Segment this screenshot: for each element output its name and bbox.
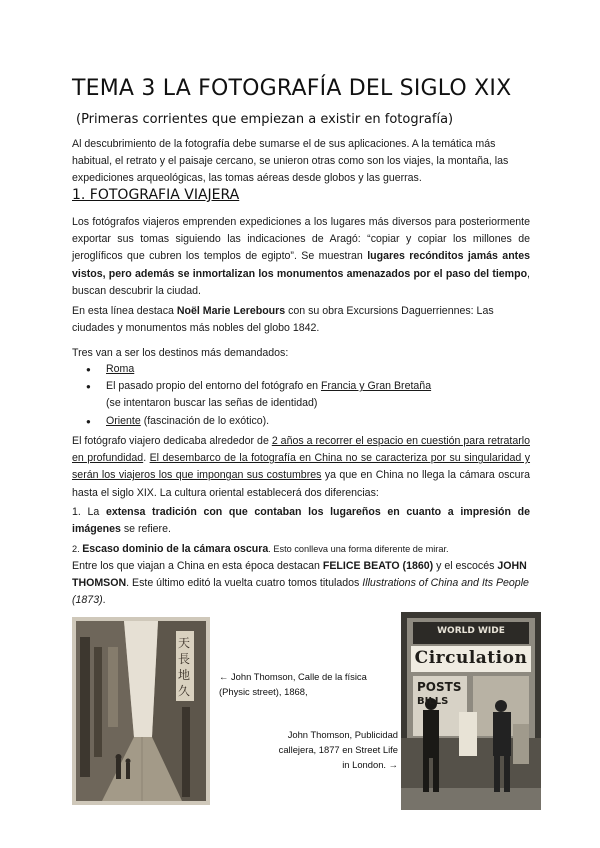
sign-world-wide: WORLD WIDE	[437, 626, 505, 636]
difference-one: 1. La extensa tradición con que contaban los lugareños en cuanto a impresión de imágenes se refiere.	[72, 506, 530, 536]
paragraph-lerebours: En esta línea destaca Noël Marie Lerebours con su obra Excursions Daguerriennes: Las ciudades y monumentos más nobles del globo 1842.	[72, 305, 494, 335]
link-francia-gran-bretana[interactable]: Francia y Gran Bretaña	[320, 380, 432, 393]
chinese-signboard: 天長地久	[178, 636, 191, 698]
list-item	[72, 361, 530, 378]
link-roma[interactable]: Roma	[106, 363, 135, 375]
destinations-list	[72, 361, 530, 430]
list-item: ● El pasado propio del entorno del fotógrafo en Francia y Gran Bretaña	[72, 378, 530, 395]
link-oriente[interactable]: Oriente	[106, 414, 141, 427]
section-heading-fotografia-viajera: 1. FOTOGRAFIA VIAJERA	[72, 187, 240, 203]
list-item: ● Oriente (fascinación de lo exótico).	[72, 413, 530, 430]
difference-two: 2. Escaso dominio de la cámara oscura. Esto conlleva una forma diferente de mirar.	[72, 543, 449, 555]
bold-lugares-reconditos: lugares recónditos jamás antes vistos, pero además se inmortalizan los monumentos amenazados por el paso del tiempo	[72, 250, 530, 280]
paragraph-destinos: Tres van a ser los destinos más demandados:	[72, 347, 289, 359]
sign-bills: BILLS	[417, 696, 449, 707]
sign-circulation: Circulation	[414, 648, 528, 668]
paragraph-viajeros: Los fotógrafos viajeros emprenden expediciones a los lugares más diversos para posteriormente exportar sus tomas siguiendo las indicaciones de Aragó: “copiar y copiar los millones de jeroglíficos que cubren los templos de egipto”. Se muestran lugares recónditos jamás antes vistos, pero además se inmortalizan los monumentos amenazados por el paso del tiempo, buscan descubrir la ciudad.	[72, 216, 530, 297]
photo-street-advertising-image	[401, 612, 541, 810]
paragraph-beato-thomson: Entre los que viajan a China en esta época destacan FELICE BEATO (1860) y el escocés JOHN THOMSON. Este último editó la vuelta cuatro tomos titulados Illustrations of China and Its People (1873).	[72, 560, 529, 607]
photo-physic-street	[72, 617, 210, 805]
page-title: TEMA 3 LA FOTOGRAFÍA DEL SIGLO XIX	[72, 76, 512, 101]
photo-street-advertising	[401, 612, 541, 810]
caption-publicidad-callejera: John Thomson, Publicidad callejera, 1877 en Street Life in London. →	[278, 729, 398, 770]
list-item-note: (se intentaron buscar las señas de identidad)	[106, 397, 318, 410]
page-subtitle: (Primeras corrientes que empiezan a existir en fotografía)	[76, 112, 454, 127]
bold-lerebours: Noël Marie Lerebours	[176, 305, 286, 317]
sign-posts: POSTS	[417, 680, 462, 694]
paragraph-china: El fotógrafo viajero dedicaba alrededor de 2 años a recorrer el espacio en cuestión para retratarlo en profundidad. El desembarco de la fotografía en China no se caracteriza por su singularidad y serán los viajeros los que impongan sus costumbres ya que en China no llega la cámara oscura hasta el siglo XIX. La cultura oriental establecerá dos diferencias:	[72, 435, 531, 499]
intro-paragraph: Al descubrimiento de la fotografía debe sumarse el de sus aplicaciones. A la temática más habitual, el retrato y el paisaje cercano, se unieron otras como son los viajes, la montaña, las expediciones arqueológicas, las tomas aéreas desde globos y las guerras.	[72, 138, 509, 185]
caption-physic-street: ← John Thomson, Calle de la física (Physic street), 1868,	[219, 671, 367, 697]
